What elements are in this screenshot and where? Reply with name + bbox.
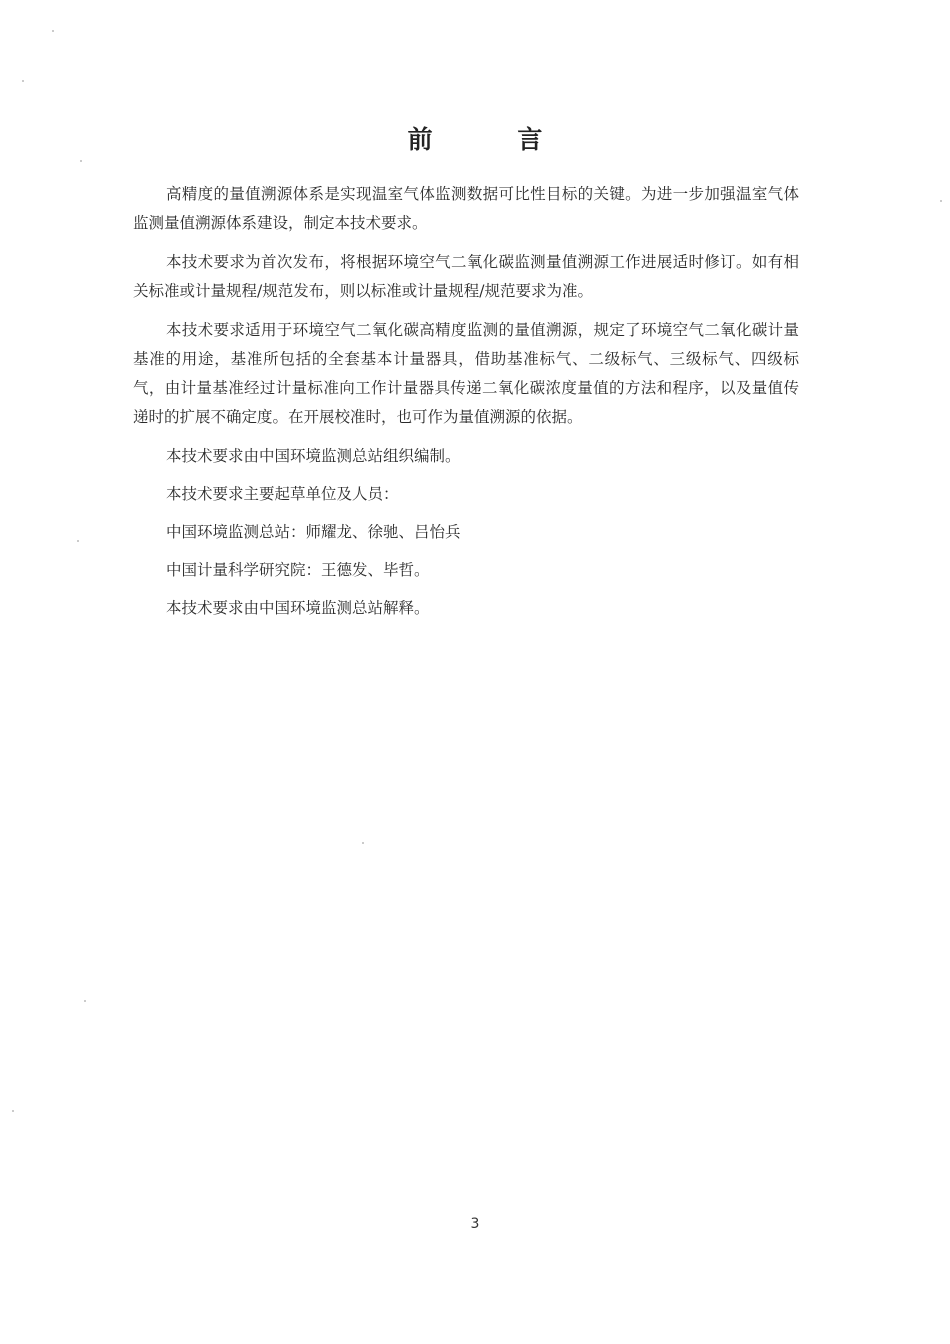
paragraph-intro: 高精度的量值溯源体系是实现温室气体监测数据可比性目标的关键。为进一步加强温室气体监测量值溯源体系建设，制定本技术要求。 — [133, 185, 799, 232]
paragraph-interpretation: 本技术要求由中国环境监测总站解释。 — [166, 599, 430, 617]
paragraph-scope: 本技术要求适用于环境空气二氧化碳高精度监测的量值溯源，规定了环境空气二氧化碳计量基准的用途，基准所包括的全套基本计量器具，借助基准标气、二级标气、三级标气、四级标气，由计量基准经过计量标准向工作计量器具传递二氧化碳浓度量值的方法和程序，以及量值传递时的扩展不确定度。在开展校准时，也可作为量值溯源的依据。 — [133, 321, 799, 426]
paragraph-drafters-heading: 本技术要求主要起草单位及人员： — [166, 485, 399, 503]
scan-speck — [84, 1000, 86, 1002]
scan-speck — [77, 540, 79, 542]
paragraph-drafters-cnemc: 中国环境监测总站：师耀龙、徐驰、吕怡兵 — [166, 523, 461, 541]
paragraph-organizer: 本技术要求由中国环境监测总站组织编制。 — [166, 447, 461, 465]
page-title: 前 言 — [407, 125, 581, 154]
scan-speck — [12, 1110, 14, 1112]
scan-speck — [22, 80, 24, 82]
page-number: 3 — [470, 1216, 480, 1232]
paragraph-drafters-nim: 中国计量科学研究院：王德发、毕哲。 — [166, 561, 430, 579]
scan-speck — [52, 30, 54, 32]
body-text — [133, 180, 799, 632]
scan-speck — [80, 160, 82, 162]
scan-speck — [940, 200, 942, 202]
paragraph-revision: 本技术要求为首次发布，将根据环境空气二氧化碳监测量值溯源工作进展适时修订。如有相关标准或计量规程/规范发布，则以标准或计量规程/规范要求为准。 — [133, 253, 799, 300]
scan-speck — [362, 842, 364, 844]
